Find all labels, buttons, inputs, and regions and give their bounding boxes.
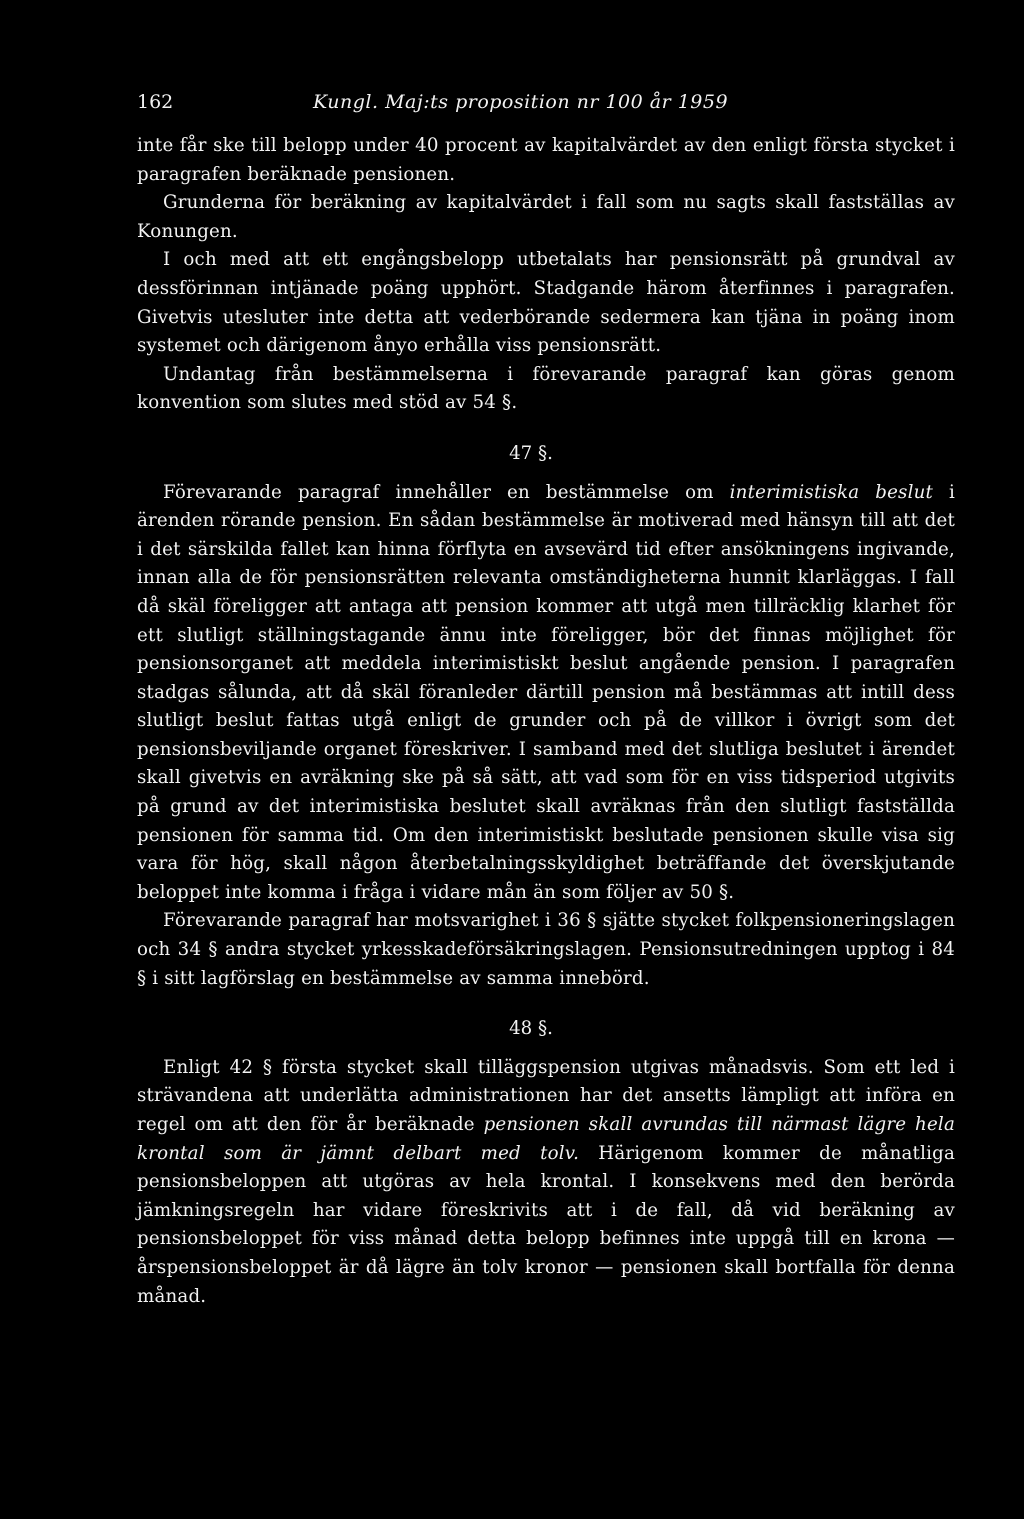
paragraph-47-interimistiska: [137, 479, 955, 908]
paragraph-engangsbelopp: I och med att ett engångsbelopp utbetalats har pensionsrätt på grundval av dessförinnan intjänade poäng upphört. Stadgande härom återfinnes i paragrafen. Givetvis utesluter inte detta att vederbörande sedermera kan tjäna in poäng inom systemet och därigenom ånyo erhålla viss pensionsrätt.: [137, 249, 955, 357]
document-page: [137, 88, 955, 1311]
text-run: i ärenden rörande pension. En sådan bestämmelse är motiverad med hänsyn till att det i det särskilda fallet kan hinna förflyta en avsevärd tid efter ansökningens ingivande, innan alla de för pensionsrätten relevanta omständigheterna hunnit klarläggas. I fall då skäl föreligger att antaga att pension kommer att utgå men tillräcklig klarhet för ett slutligt ställningstagande ännu inte föreligger, bör det finnas möjlighet för pensionsorganet att meddela interimistiskt beslut angående pension. I paragrafen stadgas sålunda, att då skäl föranleder därtill pension må bestämmas att intill dess slutligt beslut fattas utgå enligt de grunder och på de villkor i övrigt som det pensionsbeviljande organet föreskriver. I samband med det slutliga beslutet i ärendet skall givetvis en avräkning ske på så sätt, att vad som för en viss tidsperiod utgivits på grund av det interimistiska beslutet skall avräknas från den slutligt fastställda pensionen för samma tid. Om den interimistiskt beslutade pensionen skulle visa sig vara för hög, skall någon återbetalningsskyldighet beträffande det överskjutande beloppet inte komma i fråga i vidare mån än som följer av 50 §.: [137, 481, 955, 903]
paragraph-continued: inte får ske till belopp under 40 procent av kapitalvärdet av den enligt första stycket i paragrafen beräknade pensionen.: [137, 135, 955, 185]
paragraph-undantag: Undantag från bestämmelserna i förevarande paragraf kan göras genom konvention som slutes med stöd av 54 §.: [137, 363, 955, 414]
text-run: Förevarande paragraf innehåller en bestämmelse om: [163, 481, 730, 503]
text-run: Härigenom kommer de månatliga pensionsbeloppen att utgöras av hela krontal. I konsekvens med den berörda jämkningsregeln har vidare föreskrivits att i de fall, då vid beräkning av pensionsbeloppet för viss månad detta belopp befinnes inte uppgå till en krona — årspensionsbeloppet är då lägre än tolv kronor — pensionen skall bortfalla för denna månad.: [137, 1142, 955, 1307]
italic-emphasis: interimistiska beslut: [729, 481, 934, 503]
publication-title: Kungl. Maj:ts proposition nr 100 år 1959: [313, 91, 729, 113]
page-number: 162: [137, 91, 174, 113]
paragraph-grunderna: Grunderna för beräkning av kapitalvärdet i fall som nu sagts skall fastställas av Konungen.: [137, 192, 955, 242]
paragraph-47-motsvarighet: Förevarande paragraf har motsvarighet i 36 § sjätte stycket folkpensioneringslagen och 34 § andra stycket yrkesskadeförsäkringslagen. Pensionsutredningen upptog i 84 § i sitt lagförslag en bestämmelse av samma innebörd.: [137, 910, 955, 989]
section-heading-47: 47 §.: [509, 442, 553, 464]
text-run: Enligt 42 § första stycket skall tilläggspension utgivas månadsvis. Som ett led i strävandena att underlätta administrationen har det ansetts lämpligt att införa en regel om att den för år beräknade: [137, 1056, 955, 1135]
section-heading-48: 48 §.: [509, 1018, 553, 1040]
paragraph-48-avrundning: [137, 1054, 955, 1311]
running-head: [137, 88, 955, 116]
italic-emphasis: pensionen skall avrundas till närmast lägre hela krontal som är jämnt delbart med tolv.: [137, 1114, 955, 1164]
